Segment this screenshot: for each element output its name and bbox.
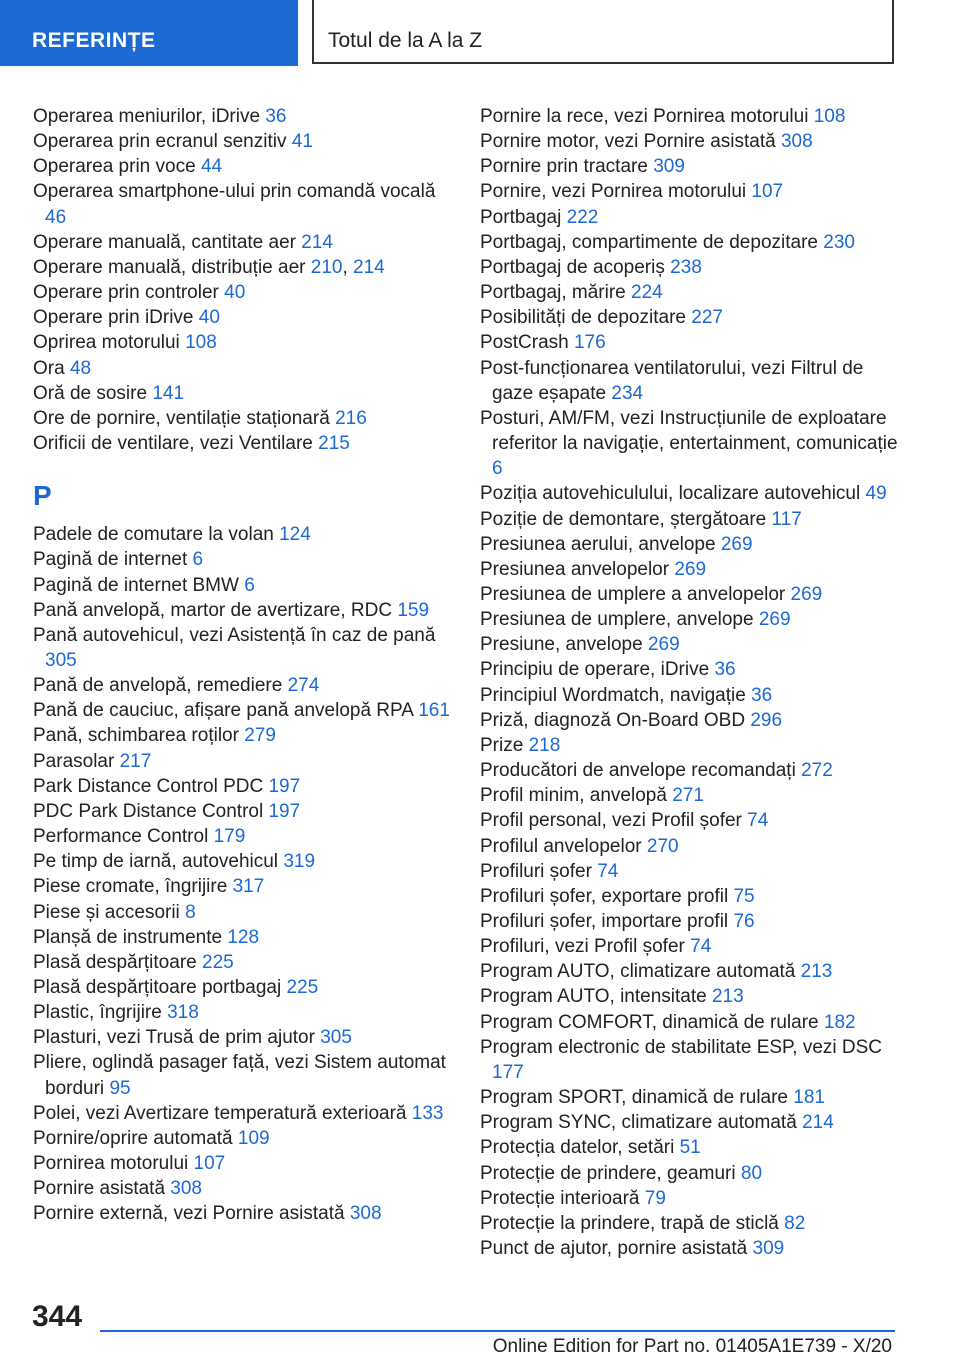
index-entry xyxy=(480,1186,900,1211)
index-entry-text: Polei, vezi Avertizare temperatură exterioară xyxy=(33,1102,407,1124)
index-entry-text: Program COMFORT, dinamică de rulare xyxy=(480,1011,819,1033)
index-entry xyxy=(480,255,900,280)
page-reference-link[interactable]: 182 xyxy=(823,1011,856,1033)
page-reference-link[interactable]: 309 xyxy=(653,156,685,178)
index-entry xyxy=(33,330,453,355)
index-entry xyxy=(33,431,453,456)
page-reference-link[interactable]: 308 xyxy=(780,131,813,153)
page-reference-link[interactable]: 95 xyxy=(109,1077,131,1099)
index-entry-text: Profil personal, vezi Profil șofer xyxy=(480,810,742,832)
index-entry-text: Pornirea motorului xyxy=(33,1153,189,1175)
index-entry xyxy=(33,406,453,431)
index-entry xyxy=(480,708,900,733)
chapter-header xyxy=(312,0,894,64)
page-reference-link[interactable]: 36 xyxy=(714,659,736,681)
index-entry xyxy=(480,834,900,859)
index-entry-text: Poziția autovehiculului, localizare autovehicul xyxy=(480,483,861,505)
page-reference-link[interactable]: 308 xyxy=(349,1203,382,1225)
index-entry xyxy=(480,632,900,657)
page-reference-link[interactable]: 40 xyxy=(198,307,220,329)
page-reference-link[interactable]: 44 xyxy=(200,156,223,178)
page-reference-link[interactable]: 76 xyxy=(733,911,755,932)
page-reference-link[interactable]: 274 xyxy=(287,675,320,697)
index-entry xyxy=(480,808,900,833)
index-entry-text: Operare prin controler xyxy=(33,282,219,304)
page-reference-link[interactable]: 305 xyxy=(320,1027,352,1049)
index-entry xyxy=(33,900,453,925)
index-entry-text: Punct de ajutor, pornire asistată xyxy=(480,1238,748,1260)
index-entry-text: Protecția datelor, setări xyxy=(480,1137,675,1159)
index-entry xyxy=(480,154,900,179)
page-reference-link[interactable]: 279 xyxy=(244,725,276,747)
page-reference-link[interactable]: 6 xyxy=(492,458,503,480)
index-entry xyxy=(33,547,453,572)
page-reference-link[interactable]: 117 xyxy=(771,508,802,530)
index-entry xyxy=(480,1010,900,1035)
index-entry xyxy=(480,1161,900,1186)
index-entry-text: Parasolar xyxy=(33,750,115,772)
index-section-letter: P xyxy=(33,480,52,512)
index-entry-text: Park Distance Control PDC xyxy=(33,775,264,797)
index-entry-text: Pornire asistată xyxy=(33,1178,166,1200)
index-entry xyxy=(480,104,900,129)
index-entry-text: Program AUTO, climatizare automată xyxy=(480,961,796,983)
page-reference-link[interactable]: 269 xyxy=(758,609,791,631)
index-entry-text: Pornire la rece, vezi Pornirea motorului xyxy=(480,106,809,127)
page-reference-link[interactable]: 51 xyxy=(679,1137,701,1159)
page-reference-link[interactable]: 177 xyxy=(492,1061,524,1083)
page-reference-link[interactable]: 161 xyxy=(418,700,450,722)
index-entry-text: Pană de anvelopă, remediere xyxy=(33,675,283,697)
index-entry xyxy=(33,230,453,255)
page-reference-link[interactable]: 36 xyxy=(751,684,773,706)
page-reference-link[interactable]: 317 xyxy=(232,876,265,898)
index-entry-text: Pană de cauciuc, afișare pană anvelopă RPA xyxy=(33,700,413,722)
index-entry xyxy=(33,1000,453,1025)
index-entry xyxy=(480,557,900,582)
index-entry xyxy=(480,582,900,607)
page-reference-link[interactable]: 225 xyxy=(202,951,234,973)
chapter-title: Totul de la A la Z xyxy=(328,29,483,52)
index-entry xyxy=(33,305,453,330)
page-reference-link[interactable]: 108 xyxy=(813,106,846,127)
index-entry xyxy=(480,406,900,481)
index-entry-text: Operare manuală, distribuție aer xyxy=(33,256,306,278)
index-entry xyxy=(480,507,900,532)
index-entry xyxy=(33,573,453,598)
index-entry-text: Planșă de instrumente xyxy=(33,926,223,948)
index-entry xyxy=(480,607,900,632)
index-entry xyxy=(33,129,453,154)
index-entry-text: Presiunea anvelopelor xyxy=(480,558,670,580)
page-reference-link[interactable]: 176 xyxy=(573,332,606,354)
page-reference-link[interactable]: 214 xyxy=(353,256,385,278)
index-entry xyxy=(33,824,453,849)
index-entry-text: Program electronic de stabilitate ESP, vezi DSC xyxy=(480,1036,882,1058)
index-entry-text: Piese cromate, îngrijire xyxy=(33,876,228,898)
index-entry-text: Portbagaj, mărire xyxy=(480,282,626,304)
index-entry-text: Program SYNC, climatizare automată xyxy=(480,1112,797,1134)
index-entry xyxy=(33,623,453,673)
index-entry-text: Pagină de internet BMW xyxy=(33,574,239,596)
index-entry-text: Pană autovehicul, vezi Asistență în caz de pană xyxy=(33,624,436,646)
index-entry-text: Presiune, anvelope xyxy=(480,634,643,656)
page-reference-link[interactable]: 108 xyxy=(185,332,217,354)
page-reference-link[interactable]: 238 xyxy=(670,256,702,278)
section-title: REFERINȚE xyxy=(32,29,156,52)
index-entry-text: Program AUTO, intensitate xyxy=(480,986,707,1008)
index-entry-text: Profiluri, vezi Profil șofer xyxy=(480,936,685,958)
index-entry-text: Operarea prin ecranul senzitiv xyxy=(33,131,287,153)
page-reference-link[interactable]: 216 xyxy=(335,407,367,429)
edition-info: Online Edition for Part no. 01405A1E739 - X/20 xyxy=(492,1336,892,1357)
page-reference-link[interactable]: 269 xyxy=(790,583,823,605)
page-reference-link[interactable]: 74 xyxy=(690,936,712,958)
index-entry xyxy=(480,179,900,204)
index-entry-text: Profilul anvelopelor xyxy=(480,835,642,857)
page-reference-link[interactable]: 296 xyxy=(750,709,783,731)
page-reference-link[interactable]: 6 xyxy=(244,574,255,596)
index-entry xyxy=(33,381,453,406)
page-reference-link[interactable]: 48 xyxy=(69,357,92,379)
page-reference-link[interactable]: 141 xyxy=(152,382,185,404)
index-entry-text: Performance Control xyxy=(33,826,209,848)
index-entry xyxy=(480,280,900,305)
index-entry-text: Pană, schimbarea roților xyxy=(33,725,239,747)
index-entry xyxy=(33,774,453,799)
index-entry xyxy=(480,1110,900,1135)
index-entry xyxy=(33,849,453,874)
page-reference-link[interactable]: 270 xyxy=(646,835,679,857)
page-reference-link[interactable]: 159 xyxy=(397,599,430,621)
index-entry-text: Profiluri șofer, exportare profil xyxy=(480,885,729,907)
index-entry-text: Plasă despărțitoare xyxy=(33,951,197,973)
index-entry xyxy=(33,673,453,698)
page-reference-link[interactable]: 133 xyxy=(411,1102,444,1124)
index-entry xyxy=(480,532,900,557)
index-entry-text: Post-funcționarea ventilatorului, vezi Filtrul de gaze eșapate xyxy=(480,357,864,404)
index-entry-text: Protecție interioară xyxy=(480,1187,640,1209)
index-entry-text: Operare prin iDrive xyxy=(33,307,194,329)
page-reference-link[interactable]: 179 xyxy=(213,826,246,848)
index-entry-text: Principiul Wordmatch, navigație xyxy=(480,684,746,706)
index-entry xyxy=(480,1236,900,1261)
index-entry-text: Profiluri șofer xyxy=(480,860,592,882)
index-entry-text: Pornire/oprire automată xyxy=(33,1127,233,1149)
page-reference-link[interactable]: 214 xyxy=(802,1112,834,1134)
page-number: 344 xyxy=(32,1300,83,1333)
page-reference-link[interactable]: 181 xyxy=(793,1087,825,1109)
index-entry-text: Operarea smartphone-ului prin comandă vocală xyxy=(33,181,436,203)
index-entry-text: Pagină de internet xyxy=(33,549,188,571)
page-reference-link[interactable]: 6 xyxy=(192,549,204,571)
page-reference-link[interactable]: 74 xyxy=(747,810,769,832)
index-entry xyxy=(33,1201,453,1226)
index-entry-text: Prize xyxy=(480,734,524,756)
page-reference-link[interactable]: 79 xyxy=(644,1187,666,1209)
index-entry-text: Ora xyxy=(33,357,65,379)
index-entry-text: Presiunea de umplere a anvelopelor xyxy=(480,583,786,605)
index-entry xyxy=(33,1025,453,1050)
page-reference-link[interactable]: 272 xyxy=(801,760,833,782)
index-entry xyxy=(480,305,900,330)
page-reference-link[interactable]: 213 xyxy=(711,986,744,1008)
index-entry xyxy=(480,884,900,909)
page-reference-link[interactable]: 41 xyxy=(291,131,313,153)
index-column-right xyxy=(480,104,900,1261)
index-entry xyxy=(33,950,453,975)
index-entry-text: Oprirea motorului xyxy=(33,332,180,354)
index-entry-text: Poziție de demontare, ștergătoare xyxy=(480,508,767,530)
page-reference-link[interactable]: 215 xyxy=(318,433,350,455)
page-reference-link[interactable]: 82 xyxy=(784,1212,806,1234)
page-reference-link[interactable]: 224 xyxy=(631,282,663,304)
page-reference-link[interactable]: 46 xyxy=(45,206,67,228)
index-entry xyxy=(33,522,453,547)
index-entry xyxy=(480,230,900,255)
index-entry-text: Ore de pornire, ventilație staționară xyxy=(33,407,330,429)
index-entry xyxy=(480,783,900,808)
page-reference-link[interactable]: 74 xyxy=(597,860,619,882)
footer-divider xyxy=(100,1330,895,1332)
index-entry xyxy=(33,874,453,899)
index-entry-text: Portbagaj xyxy=(480,206,562,228)
index-entry xyxy=(33,280,453,305)
page-reference-link[interactable]: 218 xyxy=(528,734,561,756)
page-reference-link[interactable]: 107 xyxy=(193,1153,226,1175)
index-entry xyxy=(33,749,453,774)
page-reference-link[interactable]: 128 xyxy=(227,926,260,948)
index-entry xyxy=(480,330,900,355)
index-entry xyxy=(480,1135,900,1160)
page-reference-link[interactable]: 269 xyxy=(720,533,753,555)
page-reference-link[interactable]: 75 xyxy=(733,885,755,907)
index-entry xyxy=(480,129,900,154)
index-entry xyxy=(480,356,900,406)
page-reference-link[interactable]: 213 xyxy=(800,961,833,983)
index-entry xyxy=(480,481,900,506)
index-entry-text: Presiunea de umplere, anvelope xyxy=(480,609,754,631)
index-entry-text: Plasă despărțitoare portbagaj xyxy=(33,977,282,998)
index-entry-text: Priză, diagnoză On-Board OBD xyxy=(480,709,746,731)
page-reference-link[interactable]: 234 xyxy=(611,382,644,404)
page-reference-link[interactable]: 222 xyxy=(566,206,599,228)
index-entry xyxy=(33,598,453,623)
index-entry xyxy=(480,733,900,758)
index-entry-text: Oră de sosire xyxy=(33,382,148,404)
index-entry xyxy=(480,859,900,884)
index-column-left xyxy=(33,104,453,1227)
index-entry xyxy=(33,723,453,748)
index-entry-text: Presiunea aerului, anvelope xyxy=(480,533,716,555)
page-reference-link[interactable]: 40 xyxy=(224,282,246,304)
index-entry xyxy=(33,975,453,1000)
page-reference-link[interactable]: 197 xyxy=(268,775,301,797)
index-entry-text: Producători de anvelope recomandați xyxy=(480,760,796,782)
index-entry xyxy=(33,1101,453,1126)
page-reference-link[interactable]: 49 xyxy=(865,483,887,505)
page-reference-link[interactable]: 80 xyxy=(740,1162,763,1184)
section-tab xyxy=(0,0,298,66)
index-entry-text: Pornire, vezi Pornirea motorului xyxy=(480,181,747,203)
page-reference-link[interactable]: 305 xyxy=(45,649,77,671)
page-reference-link[interactable]: 8 xyxy=(185,901,196,923)
index-entry-text: Pornire motor, vezi Pornire asistată xyxy=(480,131,776,153)
index-entry xyxy=(480,1035,900,1085)
index-entry xyxy=(480,934,900,959)
index-entry-text: Principiu de operare, iDrive xyxy=(480,659,710,681)
index-entry xyxy=(480,984,900,1009)
index-entry-text: Protecție la prindere, trapă de sticlă xyxy=(480,1212,779,1234)
page-reference-link[interactable]: 269 xyxy=(674,558,707,580)
index-entry xyxy=(33,104,453,129)
page-reference-link[interactable]: 225 xyxy=(286,977,319,998)
page-reference-link[interactable]: 107 xyxy=(751,181,784,203)
index-entry-text: Profiluri șofer, importare profil xyxy=(480,911,729,932)
page-reference-link[interactable]: 230 xyxy=(823,231,855,253)
index-entry-text: Operare manuală, cantitate aer xyxy=(33,231,296,253)
page-reference-link[interactable]: 309 xyxy=(752,1238,785,1260)
page-reference-link[interactable]: 227 xyxy=(691,307,723,329)
page-reference-link[interactable]: 36 xyxy=(265,106,287,127)
index-entry-text: Posibilități de depozitare xyxy=(480,307,686,329)
page-reference-link[interactable]: 109 xyxy=(237,1127,270,1149)
index-entry xyxy=(480,909,900,934)
index-entry xyxy=(33,698,453,723)
index-entry-text: Orificii de ventilare, vezi Ventilare xyxy=(33,433,313,455)
index-entry xyxy=(480,683,900,708)
page-reference-link[interactable]: 210 xyxy=(310,256,343,278)
index-entry-text: Portbagaj de acoperiș xyxy=(480,256,665,278)
page-reference-link[interactable]: 308 xyxy=(170,1178,202,1200)
index-entry-text: Pliere, oglindă pasager față, vezi Sistem automat borduri xyxy=(33,1052,446,1099)
index-entry-text: Plastic, îngrijire xyxy=(33,1002,162,1024)
page-reference-link[interactable]: 124 xyxy=(279,524,311,546)
index-entry xyxy=(480,1211,900,1236)
index-entry-text: Padele de comutare la volan xyxy=(33,524,274,546)
index-entry xyxy=(480,205,900,230)
index-entry xyxy=(33,356,453,381)
index-entry-text: Operarea meniurilor, iDrive xyxy=(33,106,261,127)
index-entry xyxy=(33,925,453,950)
index-entry xyxy=(33,179,453,229)
index-entry-text: Piese și accesorii xyxy=(33,901,180,923)
page-reference-link[interactable]: 197 xyxy=(268,800,301,822)
index-entry xyxy=(480,959,900,984)
page-reference-link[interactable]: 319 xyxy=(283,851,316,873)
page-reference-link[interactable]: 217 xyxy=(119,750,152,772)
index-entry-text: Protecție de prindere, geamuri xyxy=(480,1162,736,1184)
page-reference-link[interactable]: 269 xyxy=(647,634,680,656)
index-entry-text: Program SPORT, dinamică de rulare xyxy=(480,1087,788,1109)
index-entry-text: Plasturi, vezi Trusă de prim ajutor xyxy=(33,1027,315,1049)
page-reference-link[interactable]: 318 xyxy=(167,1002,199,1024)
index-entry-text: PDC Park Distance Control xyxy=(33,800,264,822)
index-entry-text: PostCrash xyxy=(480,332,569,354)
page-reference-link[interactable]: 271 xyxy=(672,785,704,807)
index-entry: Operare manuală, distribuție aer 210, 214 xyxy=(33,256,385,278)
index-entry-text: Pană anvelopă, martor de avertizare, RDC xyxy=(33,599,393,621)
index-entry xyxy=(33,1126,453,1151)
index-entry xyxy=(33,1050,453,1100)
index-entry xyxy=(33,1176,453,1201)
page-reference-link[interactable]: 214 xyxy=(301,231,333,253)
index-entry-text: Pe timp de iarnă, autovehicul xyxy=(33,851,279,873)
index-entry-text: Profil minim, anvelopă xyxy=(480,785,667,807)
index-entry-text: Operarea prin voce xyxy=(33,156,196,178)
index-entry xyxy=(33,799,453,824)
index-entry-text: Pornire externă, vezi Pornire asistată xyxy=(33,1203,345,1225)
index-entry xyxy=(33,1151,453,1176)
index-entry xyxy=(33,154,453,179)
index-entry-text: Posturi, AM/FM, vezi Instrucțiunile de exploatare referitor la navigație, entertainment, comunicație xyxy=(480,407,898,455)
index-entry xyxy=(480,1085,900,1110)
index-entry-text: Portbagaj, compartimente de depozitare xyxy=(480,231,818,253)
index-entry xyxy=(480,657,900,682)
index-entry xyxy=(480,758,900,783)
index-entry-text: Pornire prin tractare xyxy=(480,156,648,178)
